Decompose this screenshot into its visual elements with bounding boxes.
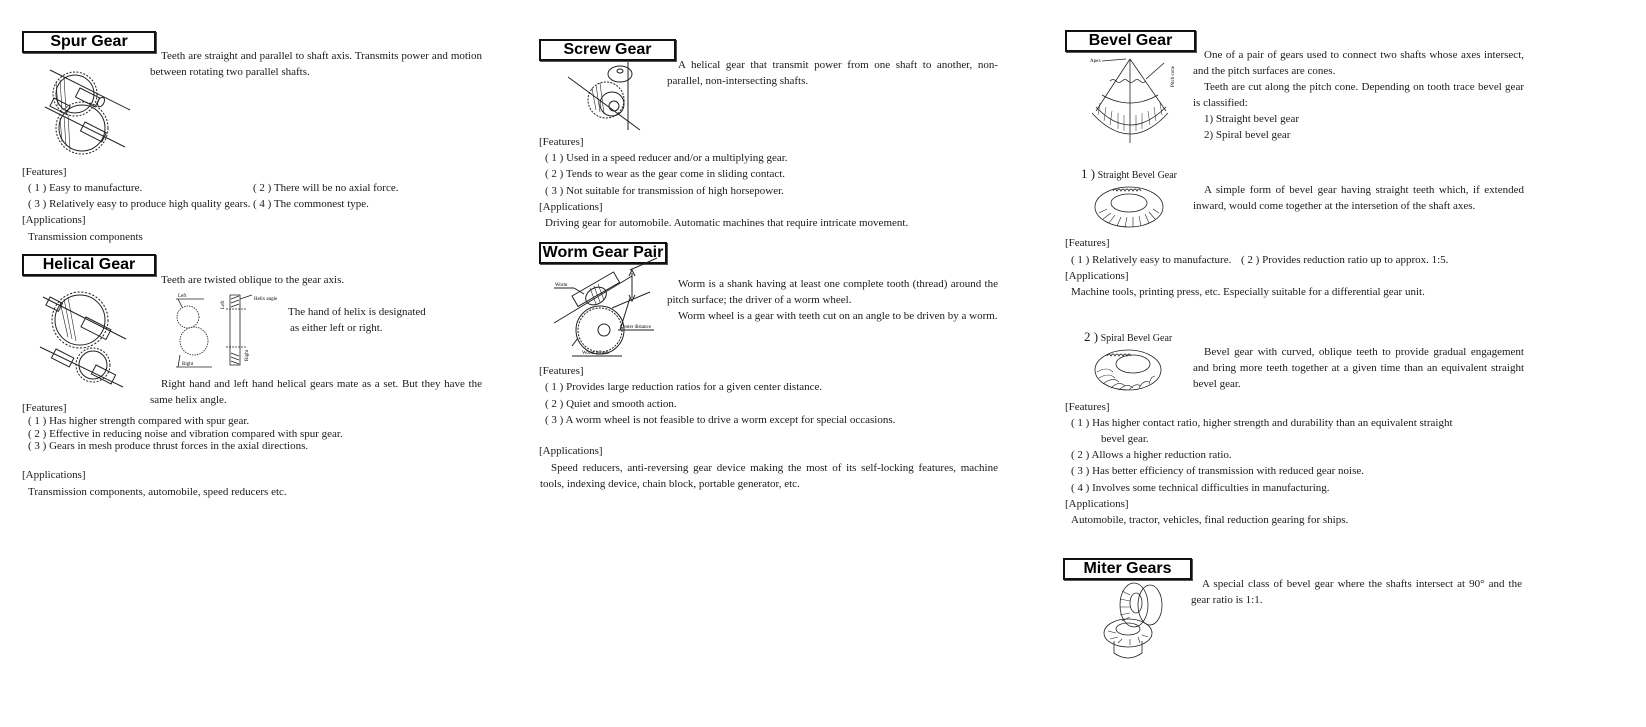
straight-bevel-features-label: [Features] (1065, 237, 1110, 249)
spiral-bevel-feature-item: ( 3 ) Has better efficiency of transmission with reduced gear noise. (1071, 465, 1365, 477)
spur-applications-text: Transmission components (28, 231, 143, 243)
spur-applications-label: [Applications] (22, 214, 86, 226)
worm-applications-text: Speed reducers, anti-reversing gear device making the most of its self-locking features, machine tools, indexing device, chain block, portable generator, etc. (540, 462, 998, 490)
spiral-bevel-features-label: [Features] (1065, 401, 1110, 413)
helical-features-label: [Features] (22, 402, 67, 414)
worm-gear-illustration-icon (552, 268, 662, 360)
screw-feature-item: ( 1 ) Used in a speed reducer and/or a multiplying gear. (545, 152, 788, 164)
screw-feature-item: ( 2 ) Tends to wear as the gear come in sliding contact. (545, 168, 786, 180)
straight-bevel-heading (1081, 167, 1177, 183)
spur-gear-description: Teeth are straight and parallel to shaft axis. Transmits power and motion between rotating two parallel shafts. (150, 50, 482, 78)
spiral-bevel-description: Bevel gear with curved, oblique teeth to provide gradual engagement and bring more teeth together at a given time than an equivalent straight bevel gear. (1193, 346, 1524, 390)
straight-bevel-feature-item: ( 1 ) Relatively easy to manufacture. (1071, 254, 1232, 266)
diagram-label-left: Left (178, 294, 187, 299)
spiral-bevel-feature-item: ( 4 ) Involves some technical difficulties in manufacturing. (1071, 482, 1330, 494)
diagram-label-left-vertical: Left (221, 300, 226, 309)
diagram-label-right: Right (182, 362, 194, 367)
screw-gear-illustration-icon (568, 62, 648, 132)
screw-applications-text: Driving gear for automobile. Automatic machines that require intricate movement. (545, 217, 909, 229)
helical-feature-item: ( 1 ) Has higher strength compared with spur gear. (28, 415, 250, 427)
bevel-gear-description-1: One of a pair of gears used to connect two shafts whose axes intersect, and the pitch surfaces are cones. (1193, 49, 1524, 77)
screw-feature-item: ( 3 ) Not suitable for transmission of high horsepower. (545, 185, 784, 197)
spur-gear-title: Spur Gear (22, 31, 156, 53)
straight-bevel-feature-item: ( 2 ) Provides reduction ratio up to approx. 1:5. (1241, 254, 1449, 266)
screw-gear-title: Screw Gear (539, 39, 676, 61)
straight-bevel-number: 1 ) (1081, 166, 1096, 181)
straight-bevel-gear-illustration-icon (1093, 183, 1165, 231)
worm-feature-item: ( 1 ) Provides large reduction ratios for a given center distance. (545, 381, 823, 393)
spur-feature-item: ( 4 ) The commonest type. (253, 198, 369, 210)
diagram-label-apex: Apex (1090, 59, 1101, 64)
miter-gears-description: A special class of bevel gear where the shafts intersect at 90° and the gear ratio is 1:1. (1191, 578, 1522, 606)
helical-hand-note-1: The hand of helix is designated (288, 306, 426, 318)
worm-applications-label: [Applications] (539, 445, 603, 457)
helical-gear-illustration-icon (38, 287, 133, 387)
miter-gears-illustration-icon (1100, 583, 1170, 661)
spiral-bevel-heading (1084, 330, 1172, 346)
helical-mate-note: Right hand and left hand helical gears mate as a set. But they have the same helix angle. (150, 378, 482, 406)
straight-bevel-applications-text: Machine tools, printing press, etc. Especially suitable for a differential gear unit. (1071, 286, 1425, 298)
spiral-bevel-applications-text: Automobile, tractor, vehicles, final reduction gearing for ships. (1071, 514, 1349, 526)
spur-feature-item: ( 2 ) There will be no axial force. (253, 182, 399, 194)
diagram-label-helix-angle: Helix angle (254, 297, 278, 302)
helix-hand-diagram-icon (168, 295, 288, 370)
spiral-bevel-number: 2 ) (1084, 329, 1099, 344)
diagram-label-worm-wheel: Worm Wheel (582, 351, 609, 356)
bevel-type-item: 1) Straight bevel gear (1204, 113, 1299, 125)
spiral-bevel-feature-item: ( 1 ) Has higher contact ratio, higher strength and durability than an equivalent straight (1071, 417, 1453, 429)
spur-feature-item: ( 1 ) Easy to manufacture. (28, 182, 143, 194)
straight-bevel-title: Straight Bevel Gear (1097, 170, 1178, 181)
worm-features-label: [Features] (539, 365, 584, 377)
helical-applications-label: [Applications] (22, 469, 86, 481)
bevel-gear-cone-illustration-icon (1088, 55, 1178, 145)
helical-applications-text: Transmission components, automobile, speed reducers etc. (28, 486, 287, 498)
miter-gears-title: Miter Gears (1063, 558, 1192, 580)
bevel-gear-title: Bevel Gear (1065, 30, 1196, 52)
worm-feature-item: ( 2 ) Quiet and smooth action. (545, 398, 677, 410)
spiral-bevel-feature-item: ( 2 ) Allows a higher reduction ratio. (1071, 449, 1232, 461)
spiral-bevel-applications-label: [Applications] (1065, 498, 1129, 510)
spiral-bevel-gear-illustration-icon (1093, 346, 1163, 394)
diagram-label-center-distance: Center distance (620, 325, 651, 330)
diagram-label-worm: Worm (555, 283, 568, 288)
worm-gear-title: Worm Gear Pair (539, 242, 667, 264)
screw-gear-description: A helical gear that transmit power from one shaft to another, non-parallel, non-intersecting shafts. (667, 59, 998, 87)
helical-gear-description: Teeth are twisted oblique to the gear axis. (161, 274, 345, 286)
spur-features-label: [Features] (22, 166, 67, 178)
screw-features-label: [Features] (539, 136, 584, 148)
straight-bevel-applications-label: [Applications] (1065, 270, 1129, 282)
helical-gear-title: Helical Gear (22, 254, 156, 276)
bevel-gear-description-2: Teeth are cut along the pitch cone. Depending on tooth trace bevel gear is classified: (1193, 81, 1524, 109)
worm-gear-description-1: Worm is a shank having at least one complete tooth (thread) around the pitch surface; the driver of a worm wheel. (667, 278, 998, 306)
helical-feature-item: ( 2 ) Effective in reducing noise and vibration compared with spur gear. (28, 428, 343, 440)
worm-gear-description-2: Worm wheel is a gear with teeth cut on an angle to be driven by a worm. (678, 310, 998, 322)
spiral-bevel-feature-item-continued: bevel gear. (1101, 433, 1149, 445)
straight-bevel-description: A simple form of bevel gear having straight teeth which, if extended inward, would come together at the intersetion of the shaft axes. (1193, 184, 1524, 212)
spur-feature-item: ( 3 ) Relatively easy to produce high quality gears. (28, 198, 251, 210)
diagram-label-right-vertical: Right (245, 349, 250, 361)
helical-feature-item: ( 3 ) Gears in mesh produce thrust forces in the axial directions. (28, 440, 309, 452)
spiral-bevel-title: Spiral Bevel Gear (1100, 333, 1173, 344)
helical-hand-note-2: as either left or right. (290, 322, 383, 334)
bevel-type-item: 2) Spiral bevel gear (1204, 129, 1291, 141)
screw-applications-label: [Applications] (539, 201, 603, 213)
worm-feature-item: ( 3 ) A worm wheel is not feasible to drive a worm except for special occasions. (545, 414, 896, 426)
diagram-label-pitch-cone: Pitch cone (1171, 66, 1176, 87)
spur-gear-illustration-icon (40, 62, 140, 157)
